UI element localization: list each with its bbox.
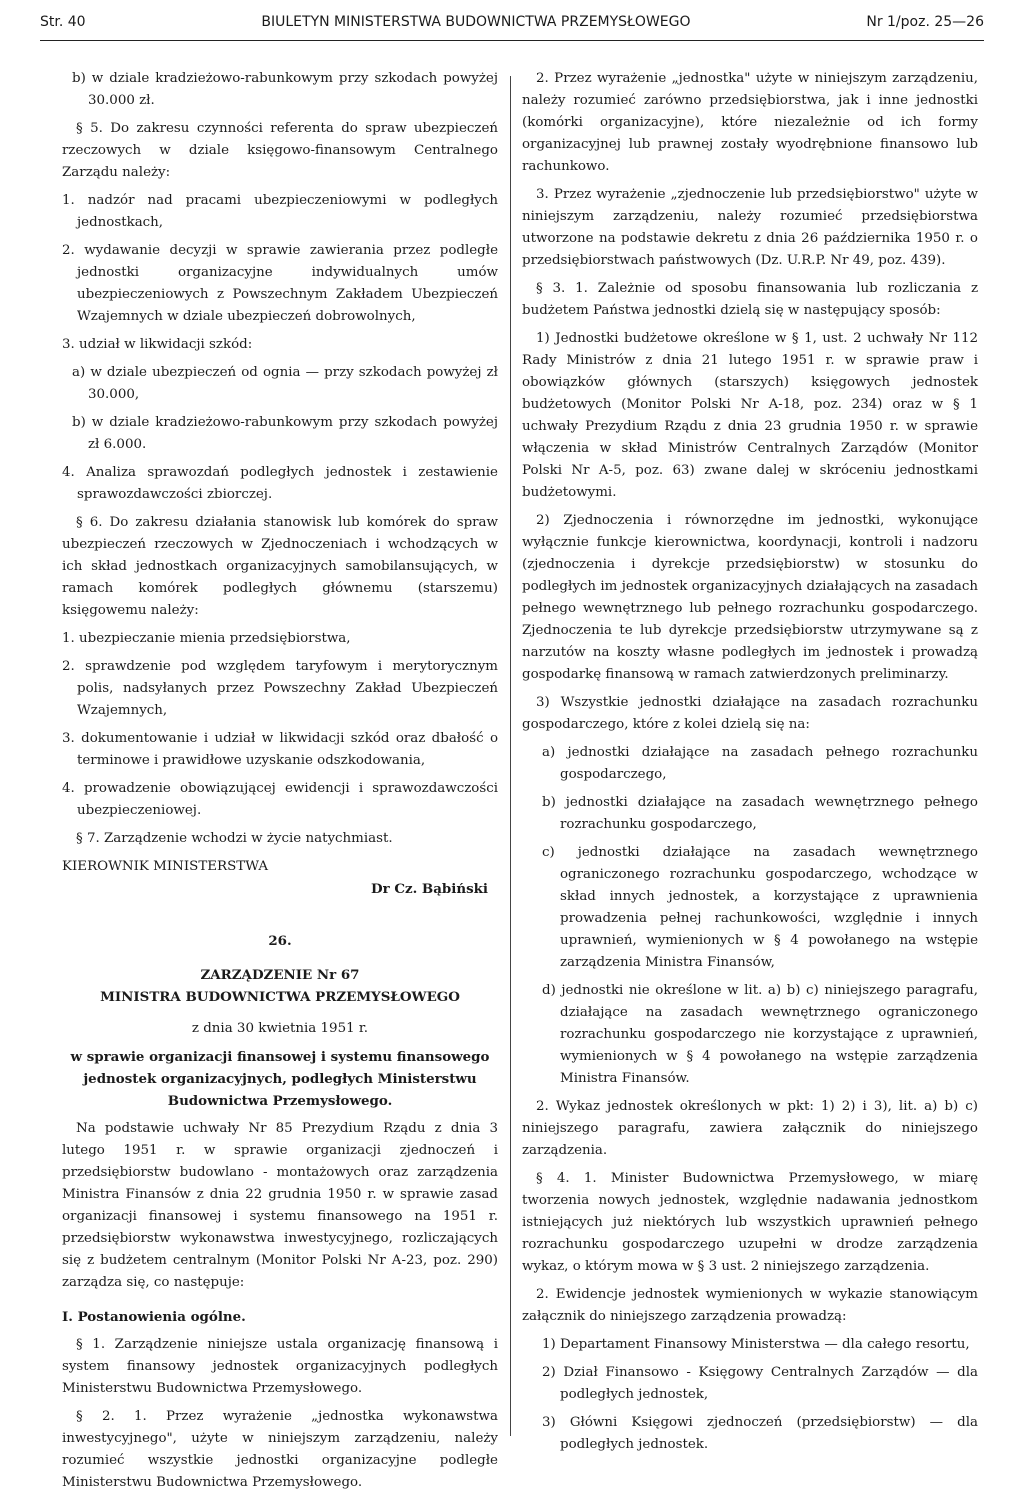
paragraph: § 3. 1. Zależnie od sposobu finansowania lub rozliczania z budżetem Państwa jednostki dzielą się w następujący sposób:	[522, 281, 978, 318]
list-item: 3) Główni Księgowi zjednoczeń (przedsiębiorstw) — dla podległych jednostek.	[542, 1415, 978, 1452]
paragraph: § 6. Do zakresu działania stanowisk lub komórek do spraw ubezpieczeń rzeczowych w Zjednoczeniach i wchodzących w ich skład jednostkach organizacyjnych samobilansujących, w ramach komórek podległych głównemu (starszemu) księgowemu należy:	[62, 515, 498, 618]
column-divider	[510, 76, 511, 1436]
paragraph: 2. Przez wyrażenie „jednostka" użyte w niniejszym zarządzeniu, należy rozumieć zarówno przedsiębiorstwa, jak i inne jednostki (komórki organizacyjne), które niezależnie od ich formy organizacyjnej lub prawnej zostały wyodrębnione finansowo lub rachunkowo.	[522, 71, 978, 174]
bulletin-title: BIULETYN MINISTERSTWA BUDOWNICTWA PRZEMYSŁOWEGO	[261, 14, 691, 30]
list-item: 3. dokumentowanie i udział w likwidacji szkód oraz dbałość o terminowe i prawidłowe uzyskanie odszkodowania,	[62, 731, 498, 768]
right-column	[522, 68, 978, 1456]
list-item: b) w dziale kradzieżowo-rabunkowym przy szkodach powyżej zł 6.000.	[72, 415, 498, 452]
list-item: 4. prowadzenie obowiązującej ewidencji i sprawozdawczości ubezpieczeniowej.	[62, 781, 498, 818]
paragraph: § 7. Zarządzenie wchodzi w życie natychmiast.	[76, 831, 393, 846]
paragraph: § 4. 1. Minister Budownictwa Przemysłowego, w miarę tworzenia nowych jednostek, względnie nadawania jednostkom istniejących już niektórych lub wszystkich uprawnień pełnego rozrachunku gospodarczego uzupełni w drodze zarządzenia wykaz, o którym mowa w § 3 ust. 2 niniejszego zarządzenia.	[522, 1171, 978, 1274]
paragraph: 3. Przez wyrażenie „zjednoczenie lub przedsiębiorstwo" użyte w niniejszym zarządzeniu, należy rozumieć przedsiębiorstwa utworzone na podstawie dekretu z dnia 26 października 1950 r. o przedsiębiorstwach państwowych (Dz. U.R.P. Nr 49, poz. 439).	[522, 187, 978, 268]
list-item: 2) Dział Finansowo - Księgowy Centralnych Zarządów — dla podległych jednostek,	[542, 1365, 978, 1402]
list-item: 2. sprawdzenie pod względem taryfowym i merytorycznym polis, nadsyłanych przez Powszechny Zakład Ubezpieczeń Wzajemnych,	[62, 659, 498, 718]
signature-name: Dr Cz. Bąbiński	[371, 881, 488, 897]
paragraph: § 2. 1. Przez wyrażenie „jednostka wykonawstwa inwestycyjnego", użyte w niniejszym zarządzeniu, należy rozumieć wszystkie jednostki organizacyjne podległe Ministerstwu Budownictwa Przemysłowego.	[62, 1409, 498, 1490]
paragraph: b) w dziale kradzieżowo-rabunkowym przy szkodach powyżej 30.000 zł.	[72, 71, 498, 108]
order-title: ZARZĄDZENIE Nr 67	[200, 967, 360, 983]
paragraph: 2. Wykaz jednostek określonych w pkt: 1) 2) i 3), lit. a) b) c) niniejszego paragrafu, zawiera załącznik do niniejszego zarządzenia.	[522, 1099, 978, 1158]
section-heading: I. Postanowienia ogólne.	[62, 1309, 246, 1325]
order-subject: w sprawie organizacji finansowej i systemu finansowego jednostek organizacyjnych, podległych Ministerstwu Budownictwa Przemysłowego.	[70, 1049, 490, 1109]
list-item: 1) Departament Finansowy Ministerstwa — dla całego resortu,	[542, 1337, 970, 1352]
item-number: 26.	[268, 933, 292, 949]
list-item: c) jednostki działające na zasadach wewnętrznego ograniczonego rozrachunku gospodarczego, wchodzące w skład innych jednostek, a korzystające z uprawnienia prowadzenia pełnej rachunkowości, względnie i innych uprawnień, wymienionych w § 4 powołanego na wstępie zarządzenia Ministra Finansów,	[542, 845, 978, 970]
list-item: 3) Wszystkie jednostki działające na zasadach rozrachunku gospodarczego, które z kolei dzielą się na:	[522, 695, 978, 732]
running-header	[40, 10, 984, 34]
list-item: b) jednostki działające na zasadach wewnętrznego pełnego rozrachunku gospodarczego,	[542, 795, 978, 832]
list-item: 4. Analiza sprawozdań podległych jednostek i zestawienie sprawozdawczości zbiorczej.	[62, 465, 498, 502]
list-item: 3. udział w likwidacji szkód:	[62, 337, 253, 352]
list-item: 1. nadzór nad pracami ubezpieczeniowymi w podległych jednostkach,	[62, 193, 498, 230]
paragraph: § 5. Do zakresu czynności referenta do spraw ubezpieczeń rzeczowych w dziale księgowo-finansowym Centralnego Zarządu należy:	[62, 121, 498, 180]
list-item: 2) Zjednoczenia i równorzędne im jednostki, wykonujące wyłącznie funkcje kierownictwa, koordynacji, kontroli i nadzoru (zjednoczenia i dyrekcje przedsiębiorstw) w stosunku do podległych im jednostek organizacyjnych działających na zasadach pełnego wewnętrznego lub pełnego rozrachunku gospodarczego. Zjednoczenia te lub dyrekcje przedsiębiorstw utrzymywane są z narzutów na koszty własne podległych im jednostek i prowadzą gospodarkę finansową w ramach zatwierdzonych preliminarzy.	[522, 513, 978, 682]
signature-title: KIEROWNIK MINISTERSTWA	[62, 859, 268, 874]
list-item: 1) Jednostki budżetowe określone w § 1, ust. 2 uchwały Nr 112 Rady Ministrów z dnia 21 lutego 1951 r. w sprawie praw i obowiązków głównych (starszych) księgowych jednostek budżetowych (Monitor Polski Nr A-18, poz. 234) oraz w § 1 uchwały Prezydium Rządu z dnia 23 grudnia 1950 r. w sprawie włączenia w skład Ministrów Centralnych Zarządów (Monitor Polski Nr A-5, poz. 63) zwane dalej w skróceniu jednostkami budżetowymi.	[522, 331, 978, 500]
list-item: a) jednostki działające na zasadach pełnego rozrachunku gospodarczego,	[542, 745, 978, 782]
list-item: 1. ubezpieczanie mienia przedsiębiorstwa,	[62, 631, 351, 646]
paragraph: 2. Ewidencje jednostek wymienionych w wykazie stanowiącym załącznik do niniejszego zarządzenia prowadzą:	[522, 1287, 978, 1324]
left-column	[62, 68, 498, 1494]
page-number: Str. 40	[40, 14, 86, 30]
list-item: 2. wydawanie decyzji w sprawie zawierania przez podległe jednostki organizacyjne indywidualnych umów ubezpieczeniowych z Powszechnym Zakładem Ubezpieczeń Wzajemnych w dziale ubezpieczeń dobrowolnych,	[62, 243, 498, 324]
paragraph: § 1. Zarządzenie niniejsze ustala organizację finansową i system finansowy jednostek organizacyjnych podległych Ministerstwu Budownictwa Przemysłowego.	[62, 1337, 498, 1396]
list-item: d) jednostki nie określone w lit. a) b) c) niniejszego paragrafu, działające na zasadach wewnętrznego ograniczonego rozrachunku gospodarczego nie korzystające z uprawnień, wymienionych w § 4 powołanego na wstępie zarządzenia Ministra Finansów.	[542, 983, 978, 1086]
order-issuer: MINISTRA BUDOWNICTWA PRZEMYSŁOWEGO	[100, 989, 460, 1005]
paragraph: Na podstawie uchwały Nr 85 Prezydium Rządu z dnia 3 lutego 1951 r. w sprawie organizacji zjednoczeń i przedsiębiorstw budowlano - montażowych oraz zarządzenia Ministra Finansów z dnia 22 grudnia 1950 r. w sprawie zasad organizacji finansowej i systemu finansowego na 1951 r. przedsiębiorstw wykonawstwa inwestycyjnego, rozliczających się z budżetem centralnym (Monitor Polski Nr A-23, poz. 290) zarządza się, co następuje:	[62, 1121, 498, 1290]
list-item: a) w dziale ubezpieczeń od ognia — przy szkodach powyżej zł 30.000,	[72, 365, 498, 402]
header-rule	[40, 40, 984, 41]
issue-number: Nr 1/poz. 25—26	[866, 14, 984, 30]
order-date: z dnia 30 kwietnia 1951 r.	[191, 1021, 369, 1036]
